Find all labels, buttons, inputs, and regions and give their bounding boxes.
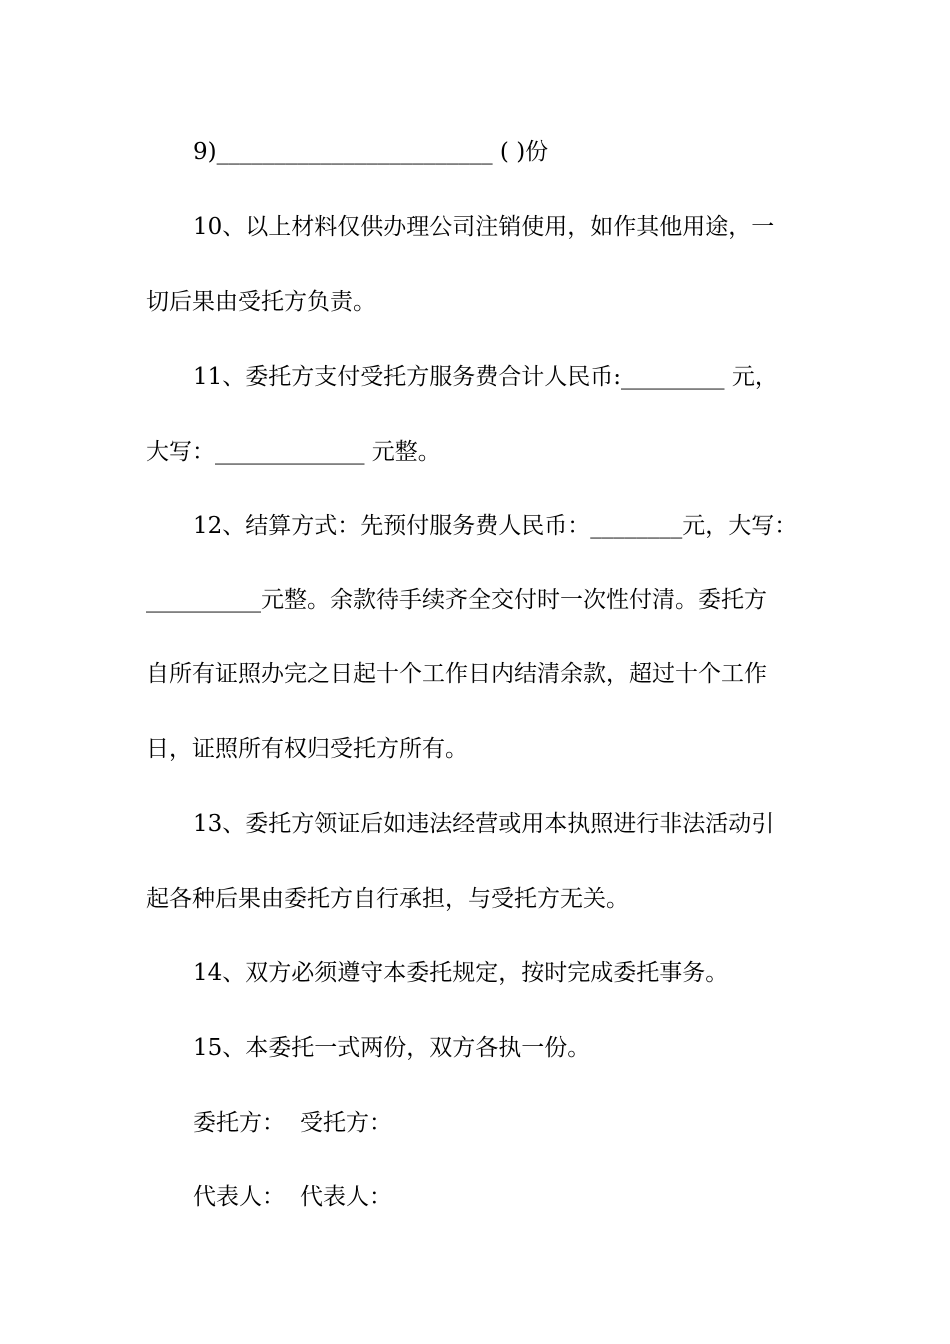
- signature-parties-line: [0, 1105, 950, 1141]
- clause-13-text-1: 13、委托方领证后如违法经营或用本执照进行非法活动引: [193, 811, 775, 837]
- clause-10-line-2: [0, 284, 950, 320]
- item-9-text: 9)________________________ ( )份: [193, 139, 549, 165]
- clause-15-line: [0, 1030, 950, 1066]
- clause-12-text-2: __________元整。余款待手续齐全交付时一次性付清。委托方: [146, 587, 767, 613]
- clause-10-text-1: 10、以上材料仅供办理公司注销使用，如作其他用途，一: [193, 214, 775, 240]
- agent-signature-label: 受托方：: [300, 1110, 392, 1136]
- clause-10-text-2: 切后果由受托方负责。: [146, 289, 376, 315]
- clause-13-text-2: 起各种后果由委托方自行承担，与受托方无关。: [146, 886, 629, 912]
- clause-12-line-2: [0, 582, 950, 618]
- clause-14-text: 14、双方必须遵守本委托规定，按时完成委托事务。: [193, 960, 729, 986]
- client-representative-label: 代表人：: [193, 1184, 285, 1210]
- agent-representative-label: 代表人：: [300, 1184, 392, 1210]
- clause-12-text-3: 自所有证照办完之日起十个工作日内结清余款，超过十个工作: [146, 661, 767, 687]
- clause-10-line-1: [0, 209, 950, 245]
- clause-13-line-1: [0, 806, 950, 842]
- clause-11-line-1: [0, 359, 950, 395]
- clause-12-text-4: 日，证照所有权归受托方所有。: [146, 736, 468, 762]
- clause-12-line-1: [0, 508, 950, 544]
- clause-12-line-4: [0, 731, 950, 767]
- clause-14-line: [0, 955, 950, 991]
- clause-11-text-1: 11、委托方支付受托方服务费合计人民币:_________ 元，: [193, 364, 778, 390]
- clause-15-text: 15、本委托一式两份，双方各执一份。: [193, 1035, 591, 1061]
- representatives-line: [0, 1179, 950, 1215]
- clause-13-line-2: [0, 881, 950, 917]
- client-signature-label: 委托方：: [193, 1110, 285, 1136]
- clause-11-line-2: [0, 434, 950, 470]
- clause-12-text-1: 12、结算方式：先预付服务费人民币：________元，大写：: [193, 513, 798, 539]
- clause-11-text-2: 大写：_____________ 元整。: [146, 439, 441, 465]
- clause-12-line-3: [0, 656, 950, 692]
- item-9-line: [0, 134, 950, 170]
